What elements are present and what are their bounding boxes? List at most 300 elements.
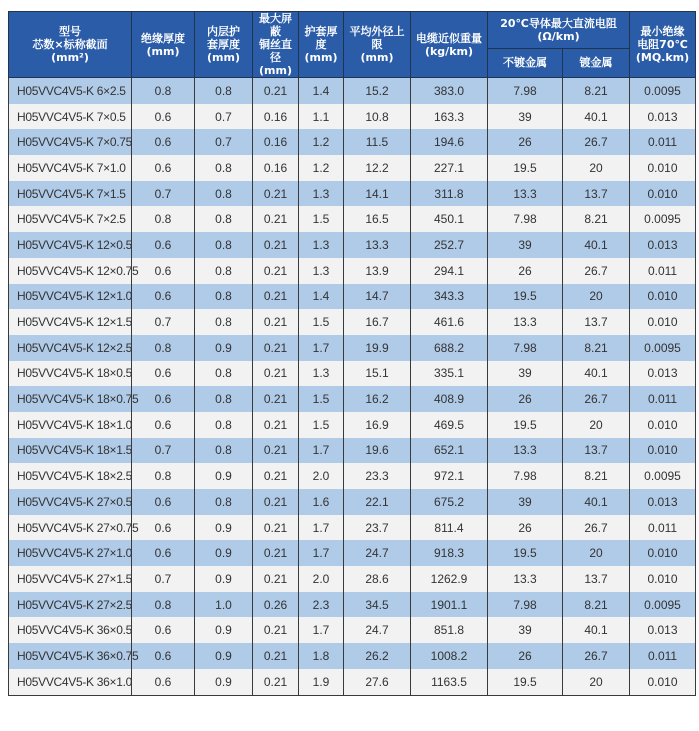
weight-cell: 383.0 <box>411 78 488 104</box>
shield-diameter-cell: 0.16 <box>253 129 299 155</box>
weight-cell: 851.8 <box>411 617 488 643</box>
plain-resistance-cell: 39 <box>488 617 563 643</box>
plated-resistance-cell: 40.1 <box>563 617 630 643</box>
plain-resistance-cell: 19.5 <box>488 540 563 566</box>
insulation-resistance-cell: 0.0095 <box>630 78 696 104</box>
shield-diameter-cell: 0.21 <box>253 309 299 335</box>
outer-diameter-cell: 23.7 <box>344 515 411 541</box>
inner-sheath-cell: 1.0 <box>195 592 253 618</box>
plated-resistance-cell: 40.1 <box>563 104 630 130</box>
header-min-insulation-resistance <box>630 12 696 78</box>
outer-diameter-cell: 10.8 <box>344 104 411 130</box>
header-text: 电缆近似重量 <box>416 31 482 45</box>
sheath-cell: 1.6 <box>299 489 344 515</box>
table-row <box>9 515 696 541</box>
plain-resistance-cell: 39 <box>488 104 563 130</box>
plated-resistance-cell: 26.7 <box>563 129 630 155</box>
header-unit: (mm) <box>360 51 394 64</box>
sheath-cell: 1.5 <box>299 412 344 438</box>
weight-cell: 1008.2 <box>411 643 488 669</box>
header-text: 平均外径上限 <box>349 25 405 51</box>
shield-diameter-cell: 0.21 <box>253 669 299 695</box>
table-row <box>9 181 696 207</box>
outer-diameter-cell: 14.1 <box>344 181 411 207</box>
plain-resistance-cell: 26 <box>488 643 563 669</box>
insulation-cell: 0.6 <box>132 104 195 130</box>
table-row <box>9 540 696 566</box>
insulation-cell: 0.6 <box>132 386 195 412</box>
insulation-resistance-cell: 0.010 <box>630 669 696 695</box>
insulation-cell: 0.8 <box>132 206 195 232</box>
plain-resistance-cell: 13.3 <box>488 181 563 207</box>
insulation-cell: 0.7 <box>132 309 195 335</box>
header-inner-sheath-thickness <box>195 12 253 78</box>
inner-sheath-cell: 0.9 <box>195 566 253 592</box>
sheath-cell: 1.7 <box>299 515 344 541</box>
inner-sheath-cell: 0.8 <box>195 284 253 310</box>
inner-sheath-cell: 0.9 <box>195 515 253 541</box>
plain-resistance-cell: 39 <box>488 489 563 515</box>
outer-diameter-cell: 19.6 <box>344 438 411 464</box>
shield-diameter-cell: 0.21 <box>253 566 299 592</box>
outer-diameter-cell: 19.9 <box>344 335 411 361</box>
cable-spec-table <box>8 11 696 696</box>
inner-sheath-cell: 0.8 <box>195 412 253 438</box>
header-text: 最大屏蔽 <box>259 12 292 38</box>
model-cell: H05VVC4V5-K 7×0.5 <box>9 104 132 130</box>
insulation-resistance-cell: 0.011 <box>630 386 696 412</box>
weight-cell: 1262.9 <box>411 566 488 592</box>
insulation-resistance-cell: 0.013 <box>630 617 696 643</box>
model-cell: H05VVC4V5-K 27×2.5 <box>9 592 132 618</box>
insulation-resistance-cell: 0.0095 <box>630 463 696 489</box>
header-text: 护套厚度 <box>304 25 338 51</box>
sheath-cell: 1.3 <box>299 232 344 258</box>
table-row <box>9 309 696 335</box>
sheath-cell: 2.3 <box>299 592 344 618</box>
model-cell: H05VVC4V5-K 27×1.0 <box>9 540 132 566</box>
table-row <box>9 617 696 643</box>
model-cell: H05VVC4V5-K 6×2.5 <box>9 78 132 104</box>
outer-diameter-cell: 15.2 <box>344 78 411 104</box>
sheath-cell: 1.3 <box>299 258 344 284</box>
table-row <box>9 463 696 489</box>
plated-resistance-cell: 26.7 <box>563 258 630 284</box>
outer-diameter-cell: 11.5 <box>344 129 411 155</box>
table-row <box>9 129 696 155</box>
outer-diameter-cell: 24.7 <box>344 617 411 643</box>
shield-diameter-cell: 0.21 <box>253 489 299 515</box>
insulation-cell: 0.6 <box>132 361 195 387</box>
sheath-cell: 1.7 <box>299 438 344 464</box>
table-row <box>9 78 696 104</box>
outer-diameter-cell: 26.2 <box>344 643 411 669</box>
header-text: 最小绝缘 <box>640 25 685 38</box>
sheath-cell: 1.2 <box>299 155 344 181</box>
insulation-cell: 0.6 <box>132 284 195 310</box>
insulation-cell: 0.6 <box>132 155 195 181</box>
table-row <box>9 489 696 515</box>
plain-resistance-cell: 7.98 <box>488 592 563 618</box>
table-body <box>9 78 696 696</box>
insulation-resistance-cell: 0.010 <box>630 438 696 464</box>
table-row <box>9 284 696 310</box>
inner-sheath-cell: 0.8 <box>195 361 253 387</box>
weight-cell: 335.1 <box>411 361 488 387</box>
header-insulation-thickness <box>132 12 195 78</box>
outer-diameter-cell: 16.9 <box>344 412 411 438</box>
shield-diameter-cell: 0.21 <box>253 438 299 464</box>
insulation-cell: 0.6 <box>132 412 195 438</box>
sheath-cell: 2.0 <box>299 566 344 592</box>
model-cell: H05VVC4V5-K 18×1.0 <box>9 412 132 438</box>
shield-diameter-cell: 0.21 <box>253 515 299 541</box>
shield-diameter-cell: 0.16 <box>253 104 299 130</box>
weight-cell: 163.3 <box>411 104 488 130</box>
outer-diameter-cell: 16.2 <box>344 386 411 412</box>
plated-resistance-cell: 40.1 <box>563 232 630 258</box>
header-text: 铜丝直径 <box>259 38 292 64</box>
shield-diameter-cell: 0.21 <box>253 206 299 232</box>
plated-resistance-cell: 26.7 <box>563 386 630 412</box>
plain-resistance-cell: 7.98 <box>488 206 563 232</box>
weight-cell: 227.1 <box>411 155 488 181</box>
model-cell: H05VVC4V5-K 18×1.5 <box>9 438 132 464</box>
weight-cell: 675.2 <box>411 489 488 515</box>
weight-cell: 652.1 <box>411 438 488 464</box>
insulation-cell: 0.6 <box>132 258 195 284</box>
insulation-resistance-cell: 0.013 <box>630 104 696 130</box>
insulation-cell: 0.6 <box>132 617 195 643</box>
insulation-resistance-cell: 0.0095 <box>630 335 696 361</box>
weight-cell: 811.4 <box>411 515 488 541</box>
plated-resistance-cell: 8.21 <box>563 335 630 361</box>
inner-sheath-cell: 0.8 <box>195 489 253 515</box>
outer-diameter-cell: 16.7 <box>344 309 411 335</box>
outer-diameter-cell: 13.9 <box>344 258 411 284</box>
plated-resistance-cell: 20 <box>563 540 630 566</box>
header-plated-conductor: 镀金属 <box>563 48 630 77</box>
inner-sheath-cell: 0.8 <box>195 438 253 464</box>
shield-diameter-cell: 0.21 <box>253 78 299 104</box>
weight-cell: 194.6 <box>411 129 488 155</box>
plated-resistance-cell: 13.7 <box>563 438 630 464</box>
header-approx-weight <box>411 12 488 78</box>
inner-sheath-cell: 0.9 <box>195 617 253 643</box>
header-model <box>9 12 132 78</box>
weight-cell: 918.3 <box>411 540 488 566</box>
plated-resistance-cell: 13.7 <box>563 181 630 207</box>
sheath-cell: 2.0 <box>299 463 344 489</box>
insulation-resistance-cell: 0.0095 <box>630 206 696 232</box>
model-cell: H05VVC4V5-K 12×1.0 <box>9 284 132 310</box>
header-text: 绝缘厚度 <box>141 31 185 45</box>
sheath-cell: 1.4 <box>299 78 344 104</box>
weight-cell: 311.8 <box>411 181 488 207</box>
header-text: 20℃导体最大直流电阻 <box>500 16 617 30</box>
outer-diameter-cell: 28.6 <box>344 566 411 592</box>
sheath-cell: 1.8 <box>299 643 344 669</box>
shield-diameter-cell: 0.21 <box>253 181 299 207</box>
plain-resistance-cell: 7.98 <box>488 78 563 104</box>
model-cell: H05VVC4V5-K 18×0.5 <box>9 361 132 387</box>
model-cell: H05VVC4V5-K 27×1.5 <box>9 566 132 592</box>
outer-diameter-cell: 22.1 <box>344 489 411 515</box>
shield-diameter-cell: 0.21 <box>253 412 299 438</box>
header-sheath-thickness <box>299 12 344 78</box>
header-unit: (mm) <box>146 44 180 58</box>
insulation-cell: 0.6 <box>132 232 195 258</box>
header-model-line2: 芯数×标称截面 <box>32 38 108 51</box>
outer-diameter-cell: 13.3 <box>344 232 411 258</box>
insulation-resistance-cell: 0.013 <box>630 489 696 515</box>
table-row <box>9 155 696 181</box>
inner-sheath-cell: 0.7 <box>195 104 253 130</box>
inner-sheath-cell: 0.8 <box>195 206 253 232</box>
table-row <box>9 592 696 618</box>
plated-resistance-cell: 20 <box>563 412 630 438</box>
shield-diameter-cell: 0.26 <box>253 592 299 618</box>
plain-resistance-cell: 19.5 <box>488 284 563 310</box>
header-plain-conductor: 不镀金属 <box>488 48 563 77</box>
model-cell: H05VVC4V5-K 7×0.75 <box>9 129 132 155</box>
shield-diameter-cell: 0.21 <box>253 643 299 669</box>
header-unit: (mm) <box>207 51 240 64</box>
insulation-cell: 0.8 <box>132 592 195 618</box>
insulation-resistance-cell: 0.010 <box>630 155 696 181</box>
table-row <box>9 669 696 695</box>
header-model-line3: (mm²) <box>51 51 89 64</box>
sheath-cell: 1.9 <box>299 669 344 695</box>
header-max-shield-wire-diameter <box>253 12 299 78</box>
table-row <box>9 258 696 284</box>
outer-diameter-cell: 16.5 <box>344 206 411 232</box>
insulation-cell: 0.8 <box>132 78 195 104</box>
sheath-cell: 1.7 <box>299 540 344 566</box>
header-max-dc-resistance <box>488 12 630 49</box>
plated-resistance-cell: 20 <box>563 669 630 695</box>
plain-resistance-cell: 7.98 <box>488 335 563 361</box>
plated-resistance-cell: 20 <box>563 284 630 310</box>
header-text: 内层护 <box>207 25 240 38</box>
insulation-resistance-cell: 0.0095 <box>630 592 696 618</box>
insulation-resistance-cell: 0.011 <box>630 129 696 155</box>
sheath-cell: 1.3 <box>299 361 344 387</box>
shield-diameter-cell: 0.21 <box>253 386 299 412</box>
weight-cell: 1163.5 <box>411 669 488 695</box>
weight-cell: 688.2 <box>411 335 488 361</box>
model-cell: H05VVC4V5-K 12×2.5 <box>9 335 132 361</box>
insulation-resistance-cell: 0.010 <box>630 412 696 438</box>
insulation-resistance-cell: 0.010 <box>630 540 696 566</box>
shield-diameter-cell: 0.21 <box>253 284 299 310</box>
plated-resistance-cell: 40.1 <box>563 361 630 387</box>
inner-sheath-cell: 0.8 <box>195 78 253 104</box>
table-row <box>9 438 696 464</box>
insulation-cell: 0.6 <box>132 669 195 695</box>
outer-diameter-cell: 14.7 <box>344 284 411 310</box>
insulation-cell: 0.6 <box>132 643 195 669</box>
header-model-line1: 型号 <box>59 25 81 38</box>
model-cell: H05VVC4V5-K 36×1.0 <box>9 669 132 695</box>
model-cell: H05VVC4V5-K 18×0.75 <box>9 386 132 412</box>
plated-resistance-cell: 26.7 <box>563 515 630 541</box>
sheath-cell: 1.7 <box>299 617 344 643</box>
shield-diameter-cell: 0.21 <box>253 335 299 361</box>
table-row <box>9 335 696 361</box>
insulation-cell: 0.8 <box>132 463 195 489</box>
plain-resistance-cell: 13.3 <box>488 566 563 592</box>
plated-resistance-cell: 13.7 <box>563 309 630 335</box>
weight-cell: 450.1 <box>411 206 488 232</box>
insulation-cell: 0.6 <box>132 515 195 541</box>
sheath-cell: 1.5 <box>299 206 344 232</box>
plated-resistance-cell: 26.7 <box>563 643 630 669</box>
insulation-resistance-cell: 0.013 <box>630 361 696 387</box>
insulation-cell: 0.6 <box>132 489 195 515</box>
outer-diameter-cell: 23.3 <box>344 463 411 489</box>
insulation-cell: 0.8 <box>132 335 195 361</box>
inner-sheath-cell: 0.8 <box>195 181 253 207</box>
insulation-resistance-cell: 0.011 <box>630 643 696 669</box>
shield-diameter-cell: 0.21 <box>253 232 299 258</box>
model-cell: H05VVC4V5-K 7×2.5 <box>9 206 132 232</box>
plated-resistance-cell: 40.1 <box>563 489 630 515</box>
table-row <box>9 206 696 232</box>
weight-cell: 972.1 <box>411 463 488 489</box>
table-row <box>9 643 696 669</box>
table-row <box>9 104 696 130</box>
inner-sheath-cell: 0.8 <box>195 386 253 412</box>
inner-sheath-cell: 0.7 <box>195 129 253 155</box>
plain-resistance-cell: 39 <box>488 232 563 258</box>
outer-diameter-cell: 12.2 <box>344 155 411 181</box>
table-header <box>9 12 696 78</box>
table-row <box>9 232 696 258</box>
outer-diameter-cell: 27.6 <box>344 669 411 695</box>
weight-cell: 252.7 <box>411 232 488 258</box>
plain-resistance-cell: 19.5 <box>488 669 563 695</box>
plain-resistance-cell: 7.98 <box>488 463 563 489</box>
inner-sheath-cell: 0.9 <box>195 335 253 361</box>
shield-diameter-cell: 0.21 <box>253 540 299 566</box>
inner-sheath-cell: 0.8 <box>195 155 253 181</box>
sheath-cell: 1.5 <box>299 309 344 335</box>
header-unit: (mm) <box>304 51 338 64</box>
plain-resistance-cell: 26 <box>488 258 563 284</box>
table-row <box>9 361 696 387</box>
insulation-cell: 0.7 <box>132 566 195 592</box>
header-unit: (Ω/km) <box>537 29 580 43</box>
sheath-cell: 1.4 <box>299 284 344 310</box>
shield-diameter-cell: 0.21 <box>253 463 299 489</box>
insulation-cell: 0.6 <box>132 129 195 155</box>
weight-cell: 343.3 <box>411 284 488 310</box>
plain-resistance-cell: 26 <box>488 386 563 412</box>
weight-cell: 1901.1 <box>411 592 488 618</box>
weight-cell: 294.1 <box>411 258 488 284</box>
shield-diameter-cell: 0.16 <box>253 155 299 181</box>
model-cell: H05VVC4V5-K 7×1.5 <box>9 181 132 207</box>
inner-sheath-cell: 0.8 <box>195 309 253 335</box>
shield-diameter-cell: 0.21 <box>253 617 299 643</box>
outer-diameter-cell: 24.7 <box>344 540 411 566</box>
plated-resistance-cell: 13.7 <box>563 566 630 592</box>
plain-resistance-cell: 39 <box>488 361 563 387</box>
insulation-cell: 0.7 <box>132 181 195 207</box>
model-cell: H05VVC4V5-K 27×0.5 <box>9 489 132 515</box>
model-cell: H05VVC4V5-K 12×1.5 <box>9 309 132 335</box>
plated-resistance-cell: 8.21 <box>563 592 630 618</box>
weight-cell: 461.6 <box>411 309 488 335</box>
plated-resistance-cell: 8.21 <box>563 463 630 489</box>
insulation-resistance-cell: 0.010 <box>630 181 696 207</box>
model-cell: H05VVC4V5-K 7×1.0 <box>9 155 132 181</box>
sheath-cell: 1.5 <box>299 386 344 412</box>
plain-resistance-cell: 19.5 <box>488 412 563 438</box>
table-row <box>9 412 696 438</box>
inner-sheath-cell: 0.9 <box>195 669 253 695</box>
insulation-resistance-cell: 0.013 <box>630 232 696 258</box>
model-cell: H05VVC4V5-K 36×0.5 <box>9 617 132 643</box>
inner-sheath-cell: 0.9 <box>195 643 253 669</box>
shield-diameter-cell: 0.21 <box>253 258 299 284</box>
weight-cell: 408.9 <box>411 386 488 412</box>
header-unit: (mm) <box>259 64 292 77</box>
plain-resistance-cell: 19.5 <box>488 155 563 181</box>
inner-sheath-cell: 0.9 <box>195 540 253 566</box>
sheath-cell: 1.7 <box>299 335 344 361</box>
inner-sheath-cell: 0.9 <box>195 463 253 489</box>
insulation-resistance-cell: 0.010 <box>630 309 696 335</box>
weight-cell: 469.5 <box>411 412 488 438</box>
sheath-cell: 1.2 <box>299 129 344 155</box>
model-cell: H05VVC4V5-K 18×2.5 <box>9 463 132 489</box>
sheath-cell: 1.1 <box>299 104 344 130</box>
plated-resistance-cell: 8.21 <box>563 78 630 104</box>
model-cell: H05VVC4V5-K 27×0.75 <box>9 515 132 541</box>
plain-resistance-cell: 13.3 <box>488 309 563 335</box>
insulation-cell: 0.6 <box>132 540 195 566</box>
shield-diameter-cell: 0.21 <box>253 361 299 387</box>
header-unit: (kg/km) <box>424 44 474 58</box>
insulation-resistance-cell: 0.010 <box>630 566 696 592</box>
plain-resistance-cell: 26 <box>488 515 563 541</box>
model-cell: H05VVC4V5-K 36×0.75 <box>9 643 132 669</box>
insulation-resistance-cell: 0.010 <box>630 284 696 310</box>
plated-resistance-cell: 8.21 <box>563 206 630 232</box>
insulation-cell: 0.7 <box>132 438 195 464</box>
insulation-resistance-cell: 0.011 <box>630 515 696 541</box>
header-text: 电阻70℃ <box>637 38 688 51</box>
header-avg-outer-diameter <box>344 12 411 78</box>
inner-sheath-cell: 0.8 <box>195 232 253 258</box>
table-row <box>9 566 696 592</box>
table-row <box>9 386 696 412</box>
insulation-resistance-cell: 0.011 <box>630 258 696 284</box>
model-cell: H05VVC4V5-K 12×0.75 <box>9 258 132 284</box>
header-unit: (MQ.km) <box>635 51 690 64</box>
outer-diameter-cell: 15.1 <box>344 361 411 387</box>
sheath-cell: 1.3 <box>299 181 344 207</box>
plated-resistance-cell: 20 <box>563 155 630 181</box>
model-cell: H05VVC4V5-K 12×0.5 <box>9 232 132 258</box>
plain-resistance-cell: 26 <box>488 129 563 155</box>
header-text: 套厚度 <box>207 38 240 51</box>
plain-resistance-cell: 13.3 <box>488 438 563 464</box>
inner-sheath-cell: 0.8 <box>195 258 253 284</box>
outer-diameter-cell: 34.5 <box>344 592 411 618</box>
